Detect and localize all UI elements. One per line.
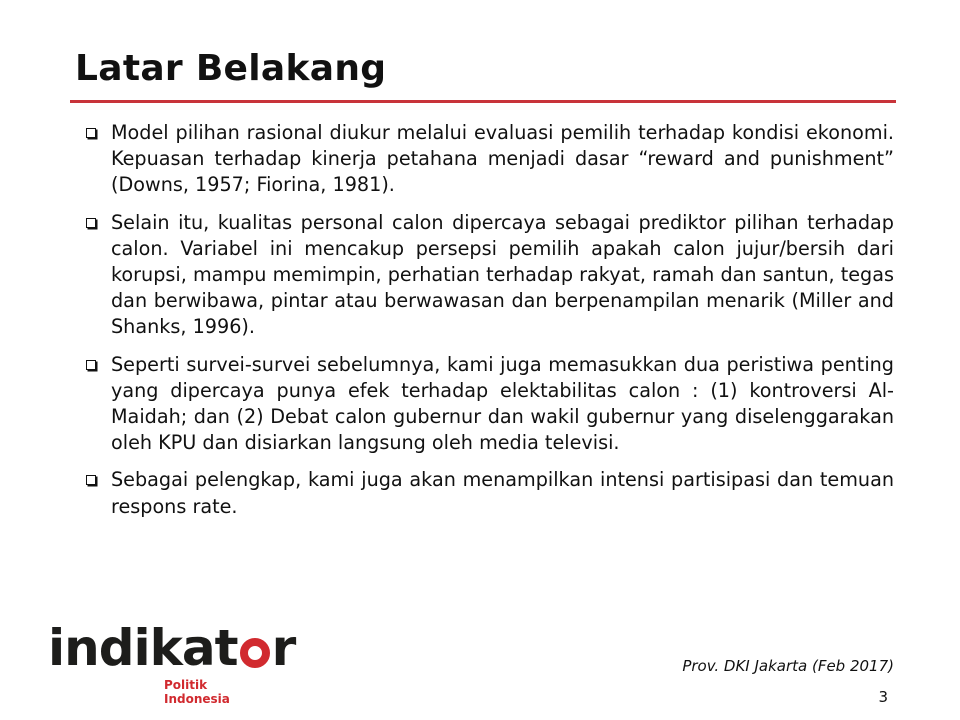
bullet-item <box>84 467 894 519</box>
indikator-logo <box>48 619 296 706</box>
logo-word-end: r <box>271 619 296 677</box>
bullet-item <box>84 120 894 199</box>
logo-word-start: indikat <box>48 619 238 677</box>
square-bullet-icon <box>86 475 96 485</box>
logo-wordmark <box>48 619 296 677</box>
page-number: 3 <box>878 688 888 706</box>
square-bullet-icon <box>86 218 96 228</box>
source-note: Prov. DKI Jakarta (Feb 2017) <box>682 657 894 675</box>
logo-tagline: Politik Indonesia <box>164 678 230 706</box>
slide-title: Latar Belakang <box>75 48 387 89</box>
bullet-list <box>84 120 894 531</box>
title-divider <box>70 100 896 103</box>
bullet-text: Selain itu, kualitas personal calon dipercaya sebagai prediktor pilihan terhadap calon. Variabel ini mencakup persepsi pemilih apakah calon jujur/bersih dari korupsi, mampu memimpin, perhatian terhadap rakyat, ramah dan santun, tegas dan berwibawa, pintar atau berwawasan dan berpenampilan menarik (Miller and Shanks, 1996). <box>111 210 894 339</box>
bullet-item <box>84 210 894 341</box>
bullet-text: Seperti survei-survei sebelumnya, kami juga memasukkan dua peristiwa penting yang dipercaya punya efek terhadap elektabilitas calon : (1) kontroversi Al-Maidah; dan (2) Debat calon gubernur dan wakil gubernur yang diselenggarakan oleh KPU dan disiarkan langsung oleh media televisi. <box>111 352 894 455</box>
logo-red-o-icon <box>240 638 270 668</box>
bullet-text: Sebagai pelengkap, kami juga akan menampilkan intensi partisipasi dan temuan respons rate. <box>111 468 894 518</box>
bullet-item <box>84 352 894 457</box>
bullet-text: Model pilihan rasional diukur melalui evaluasi pemilih terhadap kondisi ekonomi. Kepuasan terhadap kinerja petahana menjadi dasar “reward and punishment” (Downs, 1957; Fiorina, 1981). <box>111 121 894 197</box>
square-bullet-icon <box>86 128 96 138</box>
square-bullet-icon <box>86 360 96 370</box>
